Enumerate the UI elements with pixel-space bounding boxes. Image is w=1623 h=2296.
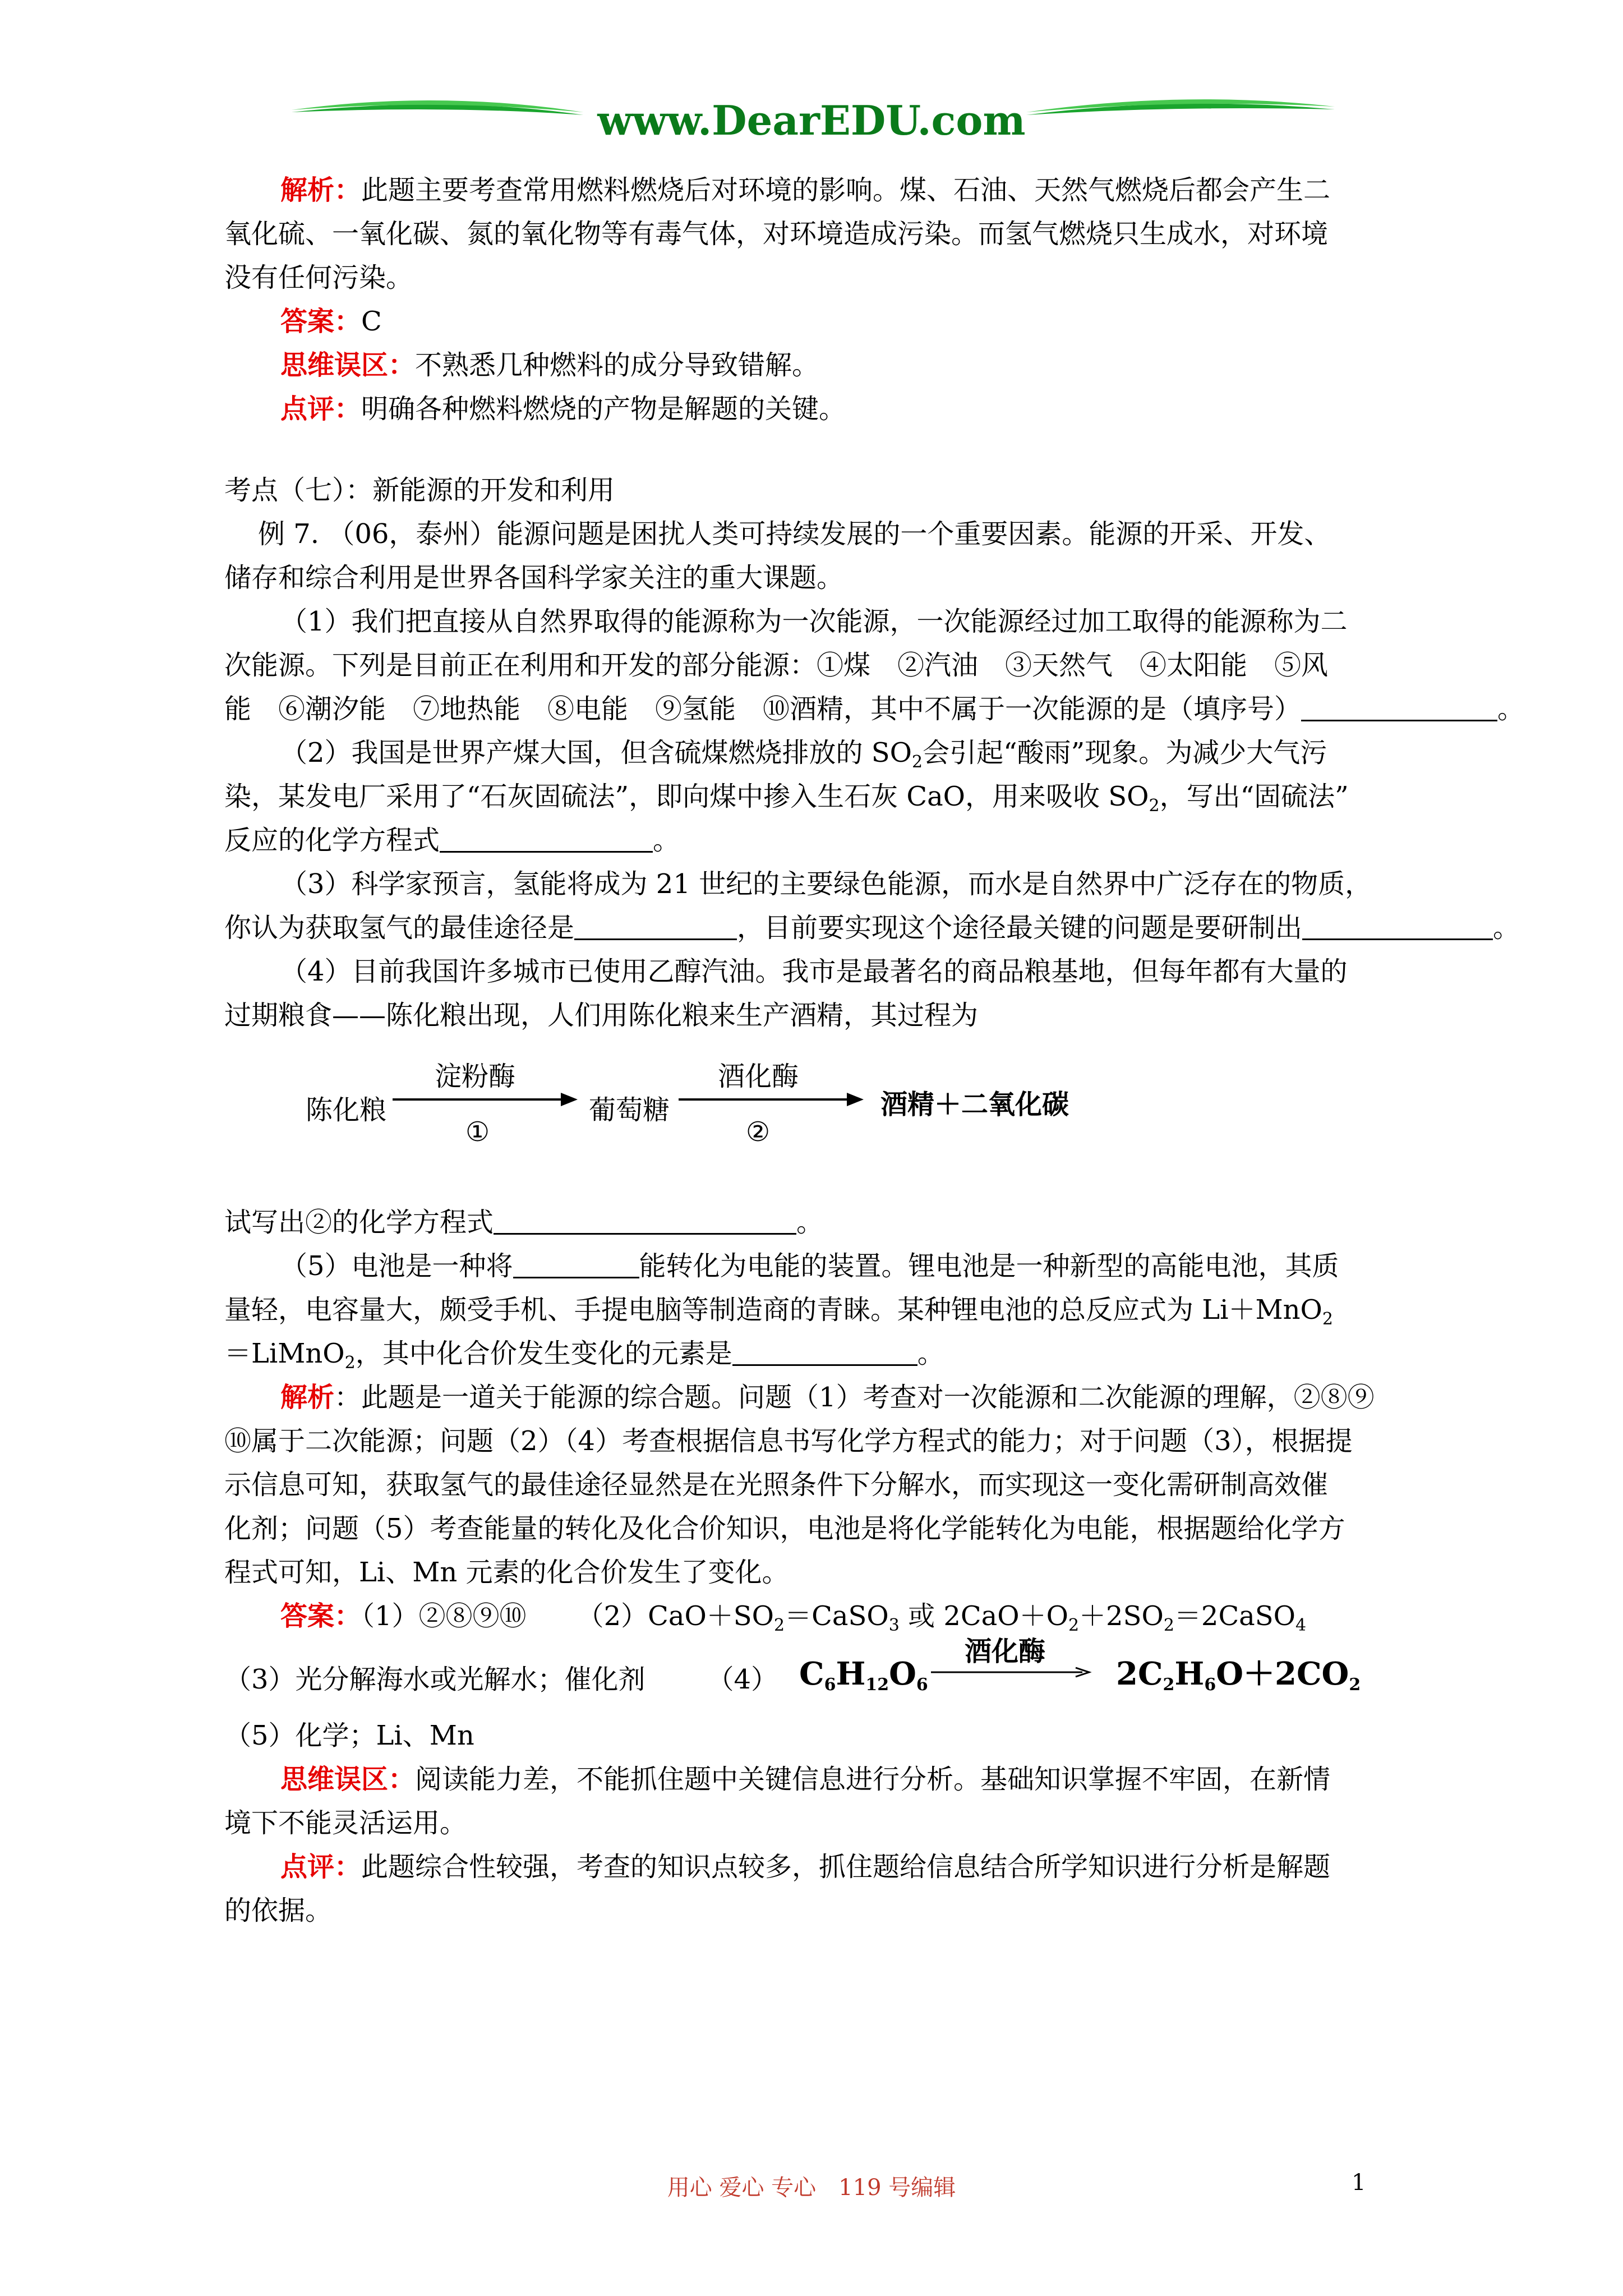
analysis1-line3: 没有任何污染。 [224, 262, 413, 293]
q3-line1: （3）科学家预言，氢能将成为 21 世纪的主要绿色能源，而水是自然界中广泛存在的物质， [280, 868, 1372, 900]
page-footer: 用心 爱心 专心 119 号编辑 [667, 2175, 956, 2201]
mistake1: 思维误区：不熟悉几种燃料的成分导致错解。 [280, 349, 819, 381]
answer2-equation-enzyme: 酒化酶 [965, 1636, 1046, 1667]
q1-line3: 能 ⑥潮汐能 ⑦地热能 ⑧电能 ⑨氢能 ⑩酒精，其中不属于一次能源的是（填序号） 。 [224, 687, 1524, 731]
answer2-line2: （3）光分解海水或光解水；催化剂 （4） [224, 1664, 778, 1695]
analysis2-line1: 解析：此题是一道关于能源的综合题。问题（1）考查对一次能源和二次能源的理解，②⑧⑨ [280, 1382, 1375, 1413]
comment1: 点评：明确各种燃料燃烧的产物是解题的关键。 [280, 393, 846, 425]
q4-line3: 试写出②的化学方程式 。 [224, 1200, 823, 1244]
analysis2-line4: 化剂；问题（5）考查能量的转化及化合价知识，电池是将化学能转化为电能，根据题给化学方 [224, 1513, 1345, 1544]
q2-line3: 反应的化学方程式 。 [224, 818, 680, 862]
diagram-enzyme1: 淀粉酶 [435, 1061, 516, 1092]
comment1-label: 点评： [280, 393, 362, 425]
mistake2-line2: 境下不能灵活运用。 [224, 1807, 467, 1839]
q4-line2: 过期粮食——陈化粮出现，人们用陈化粮来生产酒精，其过程为 [224, 1000, 979, 1031]
q1-line1: （1）我们把直接从自然界取得的能源称为一次能源，一次能源经过加工取得的能源称为二 [280, 606, 1348, 637]
comment2-line1: 点评：此题综合性较强，考查的知识点较多，抓住题给信息结合所学知识进行分析是解题 [280, 1851, 1331, 1883]
q4-answer-blank[interactable] [494, 1204, 796, 1235]
diagram-arrow-1 [393, 1091, 578, 1108]
q3-answer-blank-2[interactable] [1302, 909, 1493, 940]
q2-line1: （2）我国是世界产煤大国，但含硫煤燃烧排放的 $SO_2$会引起“酸雨”现象。为减少大气污 [280, 737, 1327, 772]
analysis2-line2: ⑩属于二次能源；问题（2）（4）考查根据信息书写化学方程式的能力；对于问题（3），根据提 [224, 1425, 1353, 1457]
q2-answer-blank[interactable] [440, 822, 653, 853]
q5-line2: 量轻，电容量大，颇受手机、手提电脑等制造商的青睐。某种锂电池的总反应式为 Li＋MnO$_2$ [224, 1294, 1333, 1329]
mistake1-label: 思维误区： [280, 349, 416, 381]
diagram-step2: ② [746, 1116, 771, 1148]
q5-answer-blank-2[interactable] [732, 1335, 917, 1366]
analysis1-line2: 氧化硫、一氧化碳、氮的氧化物等有毒气体，对环境造成污染。而氢气燃烧只生成水，对环境 [224, 218, 1329, 250]
answer1-label: 答案： [280, 306, 362, 337]
answer2-equation-left: $C_6H_{12}O_6$ [799, 1655, 928, 1695]
mistake2-line1: 思维误区：阅读能力差，不能抓住题中关键信息进行分析。基础知识掌握不牢固，在新情 [280, 1764, 1331, 1795]
q1-answer-blank[interactable] [1301, 691, 1497, 721]
diagram-arrow-2 [679, 1091, 864, 1108]
answer2-line3: （5）化学；Li、Mn [224, 1720, 474, 1751]
answer2-label: 答案： [280, 1600, 362, 1632]
answer2-equation-right: $2C_2H_6O+2CO_2$ [1116, 1655, 1361, 1695]
comment2-label: 点评： [280, 1851, 362, 1883]
example-line1: 例 7. （06，泰州）能源问题是困扰人类可持续发展的一个重要因素。能源的开采、开发、 [258, 518, 1331, 550]
analysis2-line3: 示信息可知，获取氢气的最佳途径显然是在光照条件下分解水，而实现这一变化需研制高效催 [224, 1469, 1329, 1501]
diagram-enzyme2: 酒化酶 [718, 1061, 799, 1092]
mistake2-label: 思维误区： [280, 1764, 416, 1795]
diagram-middle: 葡萄糖 [589, 1094, 670, 1126]
q2-line2: 染，某发电厂采用了“石灰固硫法”，即向煤中掺入生石灰 CaO，用来吸收 $SO_2$，写出“固硫法” [224, 781, 1349, 816]
analysis1-label: 解析： [280, 174, 362, 206]
q5-line1: （5）电池是一种将 能转化为电能的装置。锂电池是一种新型的高能电池，其质 [280, 1244, 1339, 1288]
comment2-line2: 的依据。 [224, 1895, 333, 1926]
q4-line1: （4）目前我国许多城市已使用乙醇汽油。我市是最著名的商品粮基地，但每年都有大量的 [280, 956, 1348, 987]
answer2-equation-arrow [931, 1665, 1094, 1680]
analysis2-line5: 程式可知，Li、Mn 元素的化合价发生了变化。 [224, 1557, 789, 1588]
site-logo[interactable]: www.DearEDU.com [597, 96, 1026, 144]
analysis1-line1: 解析：此题主要考查常用燃料燃烧后对环境的影响。煤、石油、天然气燃烧后都会产生二 [280, 174, 1331, 206]
page-number: 1 [1352, 2170, 1366, 2196]
q3-answer-blank-1[interactable] [574, 909, 737, 940]
analysis2-label: 解析 [280, 1382, 335, 1413]
q1-line2: 次能源。下列是目前正在利用和开发的部分能源：①煤 ②汽油 ③天然气 ④太阳能 ⑤风 [224, 650, 1329, 681]
diagram-step1: ① [465, 1116, 490, 1148]
q3-line2: 你认为获取氢气的最佳途径是 ，目前要实现这个途径最关键的问题是要研制出 。 [224, 906, 1520, 950]
diagram-start: 陈化粮 [306, 1094, 387, 1126]
q5-answer-blank-1[interactable] [513, 1248, 639, 1278]
section-title: 考点（七）：新能源的开发和利用 [224, 475, 615, 506]
q5-line3: ＝LiMnO$_2$，其中化合价发生变化的元素是 。 [224, 1332, 944, 1375]
example-line2: 储存和综合利用是世界各国科学家关注的重大课题。 [224, 562, 844, 593]
answer2-line1: 答案：（1）②⑧⑨⑩ $(2)CaO+SO_2=CaSO_3$ 或 $2CaO+O_2+2SO_2=2CaSO_4$ [280, 1600, 1307, 1635]
answer1: 答案：C [280, 306, 382, 337]
diagram-end: 酒精＋二氧化碳 [880, 1089, 1069, 1120]
